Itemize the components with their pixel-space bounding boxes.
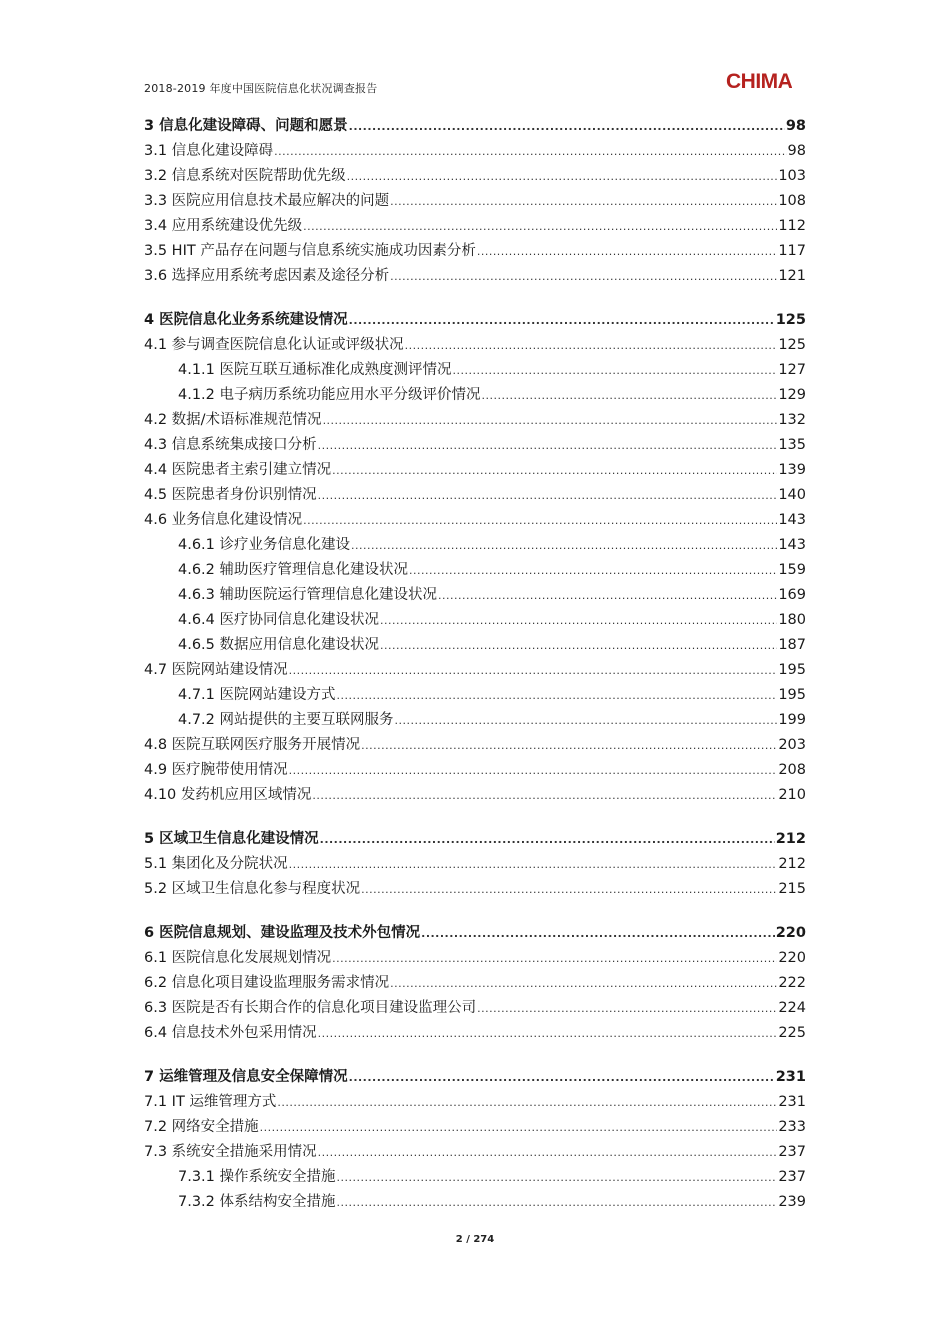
toc-dot-leader (349, 308, 775, 333)
toc-entry-page-number: 159 (778, 562, 806, 578)
toc-dot-leader (337, 1165, 778, 1190)
toc-section-entry[interactable] (144, 877, 806, 902)
toc-entry-label: 7.3.1 操作系统安全措施 (178, 1169, 336, 1185)
toc-entry-page-number: 129 (778, 387, 806, 403)
toc-entry-label: 4.9 医疗腕带使用情况 (144, 762, 288, 778)
toc-entry-page-number: 231 (778, 1094, 806, 1110)
toc-entry-label: 3.4 应用系统建设优先级 (144, 218, 303, 234)
toc-section-entry[interactable] (144, 946, 806, 971)
toc-entry-label: 3 信息化建设障碍、问题和愿景 (144, 118, 348, 134)
toc-section-entry[interactable] (144, 971, 806, 996)
toc-entry-page-number: 222 (778, 975, 806, 991)
toc-entry-page-number: 103 (778, 168, 806, 184)
toc-entry-page-number: 98 (787, 143, 806, 159)
toc-entry-page-number: 125 (778, 337, 806, 353)
toc-entry-page-number: 195 (778, 662, 806, 678)
table-of-contents (144, 114, 806, 1215)
toc-subsection-entry[interactable] (144, 608, 806, 633)
toc-section-entry[interactable] (144, 458, 806, 483)
toc-subsection-entry[interactable] (144, 558, 806, 583)
toc-section-entry[interactable] (144, 658, 806, 683)
toc-subsection-entry[interactable] (144, 533, 806, 558)
toc-entry-page-number: 224 (778, 1000, 806, 1016)
toc-entry-page-number: 212 (775, 831, 806, 847)
toc-entry-label: 4.1.1 医院互联互通标准化成熟度测评情况 (178, 362, 452, 378)
toc-entry-page-number: 237 (778, 1144, 806, 1160)
toc-section-entry[interactable] (144, 139, 806, 164)
toc-entry-label: 3.6 选择应用系统考虑因素及途径分析 (144, 268, 390, 284)
toc-dot-leader (421, 921, 775, 946)
toc-dot-leader (349, 1065, 775, 1090)
toc-entry-page-number: 169 (778, 587, 806, 603)
toc-entry-label: 4.3 信息系统集成接口分析 (144, 437, 317, 453)
toc-dot-leader (361, 733, 777, 758)
toc-section-entry[interactable] (144, 433, 806, 458)
toc-dot-leader (312, 783, 777, 808)
toc-dot-leader (380, 608, 777, 633)
toc-entry-label: 6.2 信息化项目建设监理服务需求情况 (144, 975, 390, 991)
toc-entry-label: 5 区域卫生信息化建设情况 (144, 831, 319, 847)
toc-dot-leader (380, 633, 777, 658)
toc-dot-leader (289, 658, 778, 683)
toc-entry-page-number: 140 (778, 487, 806, 503)
toc-subsection-entry[interactable] (144, 383, 806, 408)
toc-dot-leader (482, 383, 778, 408)
toc-subsection-entry[interactable] (144, 583, 806, 608)
toc-entry-label: 4 医院信息化业务系统建设情况 (144, 312, 348, 328)
toc-section-entry[interactable] (144, 758, 806, 783)
toc-entry-page-number: 195 (778, 687, 806, 703)
toc-entry-label: 4.4 医院患者主索引建立情况 (144, 462, 332, 478)
toc-chapter-entry[interactable] (144, 921, 806, 946)
toc-dot-leader (332, 946, 777, 971)
toc-entry-label: 4.1 参与调查医院信息化认证或评级状况 (144, 337, 404, 353)
toc-subsection-entry[interactable] (144, 358, 806, 383)
toc-entry-label: 5.2 区域卫生信息化参与程度状况 (144, 881, 361, 897)
toc-dot-leader (409, 558, 777, 583)
toc-entry-label: 3.3 医院应用信息技术最应解决的问题 (144, 193, 390, 209)
toc-dot-leader (453, 358, 778, 383)
toc-entry-page-number: 143 (778, 512, 806, 528)
toc-dot-leader (361, 877, 777, 902)
toc-entry-label: 7.1 IT 运维管理方式 (144, 1094, 277, 1110)
toc-section-entry[interactable] (144, 783, 806, 808)
toc-entry-page-number: 180 (778, 612, 806, 628)
toc-chapter-entry[interactable] (144, 827, 806, 852)
toc-chapter-entry[interactable] (144, 114, 806, 139)
toc-entry-page-number: 121 (778, 268, 806, 284)
toc-dot-leader (289, 758, 778, 783)
toc-dot-leader (274, 139, 786, 164)
toc-dot-leader (477, 239, 777, 264)
toc-subsection-entry[interactable] (144, 633, 806, 658)
toc-dot-leader (390, 264, 777, 289)
toc-entry-label: 4.6.5 数据应用信息化建设状况 (178, 637, 380, 653)
toc-entry-page-number: 112 (778, 218, 806, 234)
toc-dot-leader (349, 114, 785, 139)
toc-dot-leader (303, 214, 777, 239)
toc-dot-leader (277, 1090, 777, 1115)
toc-entry-label: 4.6.3 辅助医院运行管理信息化建设状况 (178, 587, 438, 603)
toc-entry-page-number: 231 (775, 1069, 806, 1085)
toc-subsection-entry[interactable] (144, 1190, 806, 1215)
toc-entry-page-number: 220 (775, 925, 806, 941)
toc-entry-page-number: 210 (778, 787, 806, 803)
toc-section-entry[interactable] (144, 189, 806, 214)
toc-dot-leader (390, 971, 777, 996)
toc-entry-page-number: 199 (778, 712, 806, 728)
toc-section-entry[interactable] (144, 508, 806, 533)
toc-dot-leader (260, 1115, 778, 1140)
toc-entry-label: 6.1 医院信息化发展规划情况 (144, 950, 332, 966)
toc-dot-leader (337, 1190, 778, 1215)
toc-subsection-entry[interactable] (144, 1165, 806, 1190)
toc-section-entry[interactable] (144, 996, 806, 1021)
toc-entry-page-number: 135 (778, 437, 806, 453)
toc-dot-leader (477, 996, 777, 1021)
toc-section-entry[interactable] (144, 239, 806, 264)
toc-entry-label: 7.2 网络安全措施 (144, 1119, 259, 1135)
toc-entry-page-number: 117 (778, 243, 806, 259)
toc-dot-leader (318, 483, 778, 508)
toc-entry-label: 4.7.2 网站提供的主要互联网服务 (178, 712, 394, 728)
toc-dot-leader (390, 189, 777, 214)
toc-section-entry[interactable] (144, 733, 806, 758)
toc-entry-page-number: 139 (778, 462, 806, 478)
toc-entry-label: 6.3 医院是否有长期合作的信息化项目建设监理公司 (144, 1000, 477, 1016)
toc-entry-label: 4.1.2 电子病历系统功能应用水平分级评价情况 (178, 387, 481, 403)
toc-entry-label: 4.6 业务信息化建设情况 (144, 512, 303, 528)
toc-entry-label: 4.6.2 辅助医疗管理信息化建设状况 (178, 562, 409, 578)
toc-dot-leader (332, 458, 777, 483)
toc-section-entry[interactable] (144, 264, 806, 289)
toc-dot-leader (395, 708, 778, 733)
toc-entry-page-number: 187 (778, 637, 806, 653)
toc-dot-leader (318, 1021, 778, 1046)
toc-entry-page-number: 132 (778, 412, 806, 428)
toc-entry-page-number: 208 (778, 762, 806, 778)
toc-entry-label: 4.6.1 诊疗业务信息化建设 (178, 537, 351, 553)
toc-entry-label: 3.5 HIT 产品存在问题与信息系统实施成功因素分析 (144, 243, 476, 259)
toc-entry-page-number: 225 (778, 1025, 806, 1041)
page-indicator: 2 / 274 (455, 1234, 495, 1245)
toc-section-entry[interactable] (144, 1115, 806, 1140)
toc-entry-label: 6.4 信息技术外包采用情况 (144, 1025, 317, 1041)
toc-entry-page-number: 108 (778, 193, 806, 209)
toc-section-entry[interactable] (144, 852, 806, 877)
toc-dot-leader (320, 827, 775, 852)
svg-text:CHIMA: CHIMA (726, 70, 792, 93)
toc-entry-label: 4.5 医院患者身份识别情况 (144, 487, 317, 503)
toc-section-entry[interactable] (144, 1021, 806, 1046)
toc-dot-leader (351, 533, 777, 558)
toc-entry-label: 4.8 医院互联网医疗服务开展情况 (144, 737, 361, 753)
toc-dot-leader (289, 852, 778, 877)
toc-entry-label: 7 运维管理及信息安全保障情况 (144, 1069, 348, 1085)
toc-section-entry[interactable] (144, 408, 806, 433)
toc-entry-label: 4.6.4 医疗协同信息化建设状况 (178, 612, 380, 628)
toc-subsection-entry[interactable] (144, 708, 806, 733)
toc-dot-leader (337, 683, 778, 708)
toc-subsection-entry[interactable] (144, 683, 806, 708)
toc-entry-label: 4.10 发药机应用区域情况 (144, 787, 312, 803)
toc-section-entry[interactable] (144, 214, 806, 239)
toc-dot-leader (347, 164, 778, 189)
toc-entry-page-number: 237 (778, 1169, 806, 1185)
toc-chapter-entry[interactable] (144, 1065, 806, 1090)
toc-dot-leader (323, 408, 778, 433)
toc-entry-page-number: 203 (778, 737, 806, 753)
report-title: 2018-2019 年度中国医院信息化状况调查报告 (144, 82, 378, 95)
toc-entry-label: 3.2 信息系统对医院帮助优先级 (144, 168, 346, 184)
toc-entry-label: 4.2 数据/术语标准规范情况 (144, 412, 322, 428)
toc-section-entry[interactable] (144, 1140, 806, 1165)
toc-entry-label: 5.1 集团化及分院状况 (144, 856, 288, 872)
toc-dot-leader (318, 433, 778, 458)
toc-entry-label: 3.1 信息化建设障碍 (144, 143, 274, 159)
toc-section-entry[interactable] (144, 483, 806, 508)
toc-entry-page-number: 127 (778, 362, 806, 378)
toc-section-entry[interactable] (144, 164, 806, 189)
toc-entry-page-number: 215 (778, 881, 806, 897)
toc-section-entry[interactable] (144, 333, 806, 358)
toc-entry-page-number: 125 (775, 312, 806, 328)
toc-entry-label: 7.3 系统安全措施采用情况 (144, 1144, 317, 1160)
chima-logo (726, 66, 792, 94)
toc-entry-page-number: 239 (778, 1194, 806, 1210)
toc-entry-label: 4.7.1 医院网站建设方式 (178, 687, 336, 703)
toc-entry-page-number: 220 (778, 950, 806, 966)
toc-dot-leader (438, 583, 777, 608)
toc-entry-page-number: 233 (778, 1119, 806, 1135)
toc-dot-leader (405, 333, 778, 358)
toc-section-entry[interactable] (144, 1090, 806, 1115)
toc-dot-leader (318, 1140, 778, 1165)
toc-entry-page-number: 143 (778, 537, 806, 553)
toc-entry-page-number: 212 (778, 856, 806, 872)
toc-entry-label: 4.7 医院网站建设情况 (144, 662, 288, 678)
toc-entry-label: 6 医院信息规划、建设监理及技术外包情况 (144, 925, 421, 941)
toc-chapter-entry[interactable] (144, 308, 806, 333)
toc-entry-label: 7.3.2 体系结构安全措施 (178, 1194, 336, 1210)
toc-entry-page-number: 98 (785, 118, 806, 134)
toc-dot-leader (303, 508, 777, 533)
